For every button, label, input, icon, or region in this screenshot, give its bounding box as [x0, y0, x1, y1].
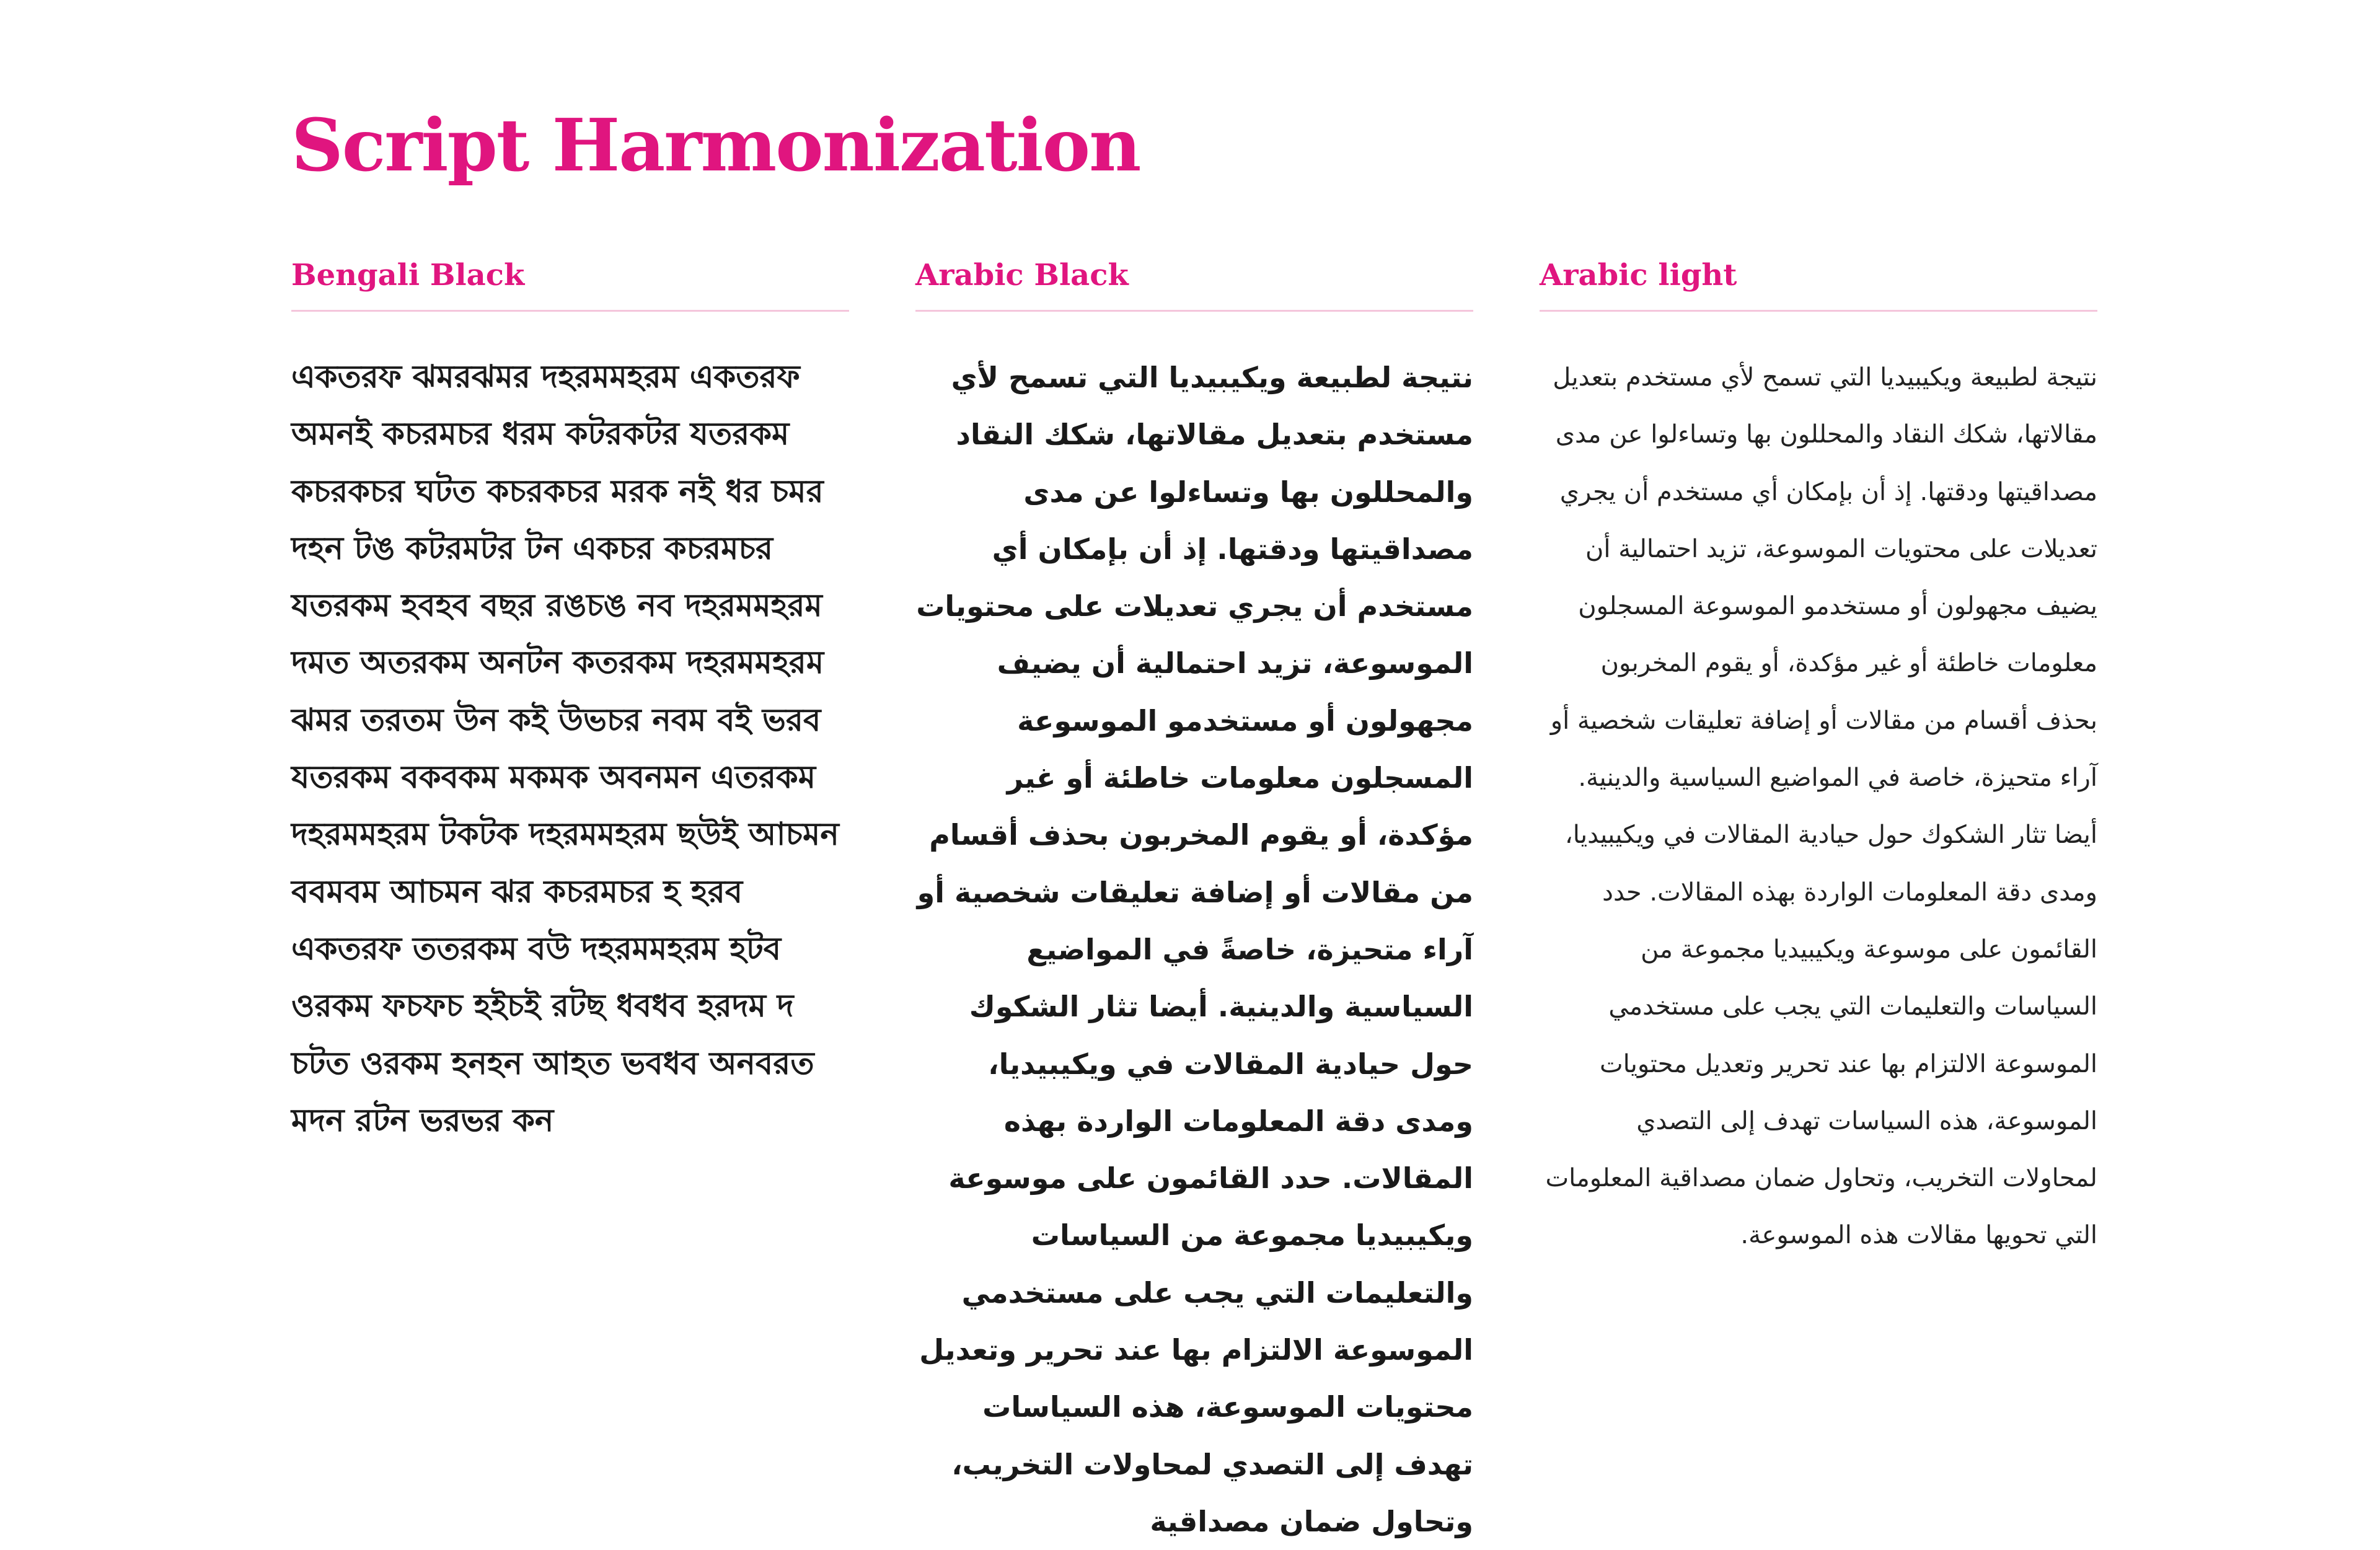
column-arabic-black: [915, 254, 1473, 1550]
column-heading-arabic-light: Arabic light: [1540, 254, 2097, 312]
column-arabic-light: [1540, 254, 2097, 1264]
column-heading-bengali-black: Bengali Black: [291, 254, 849, 312]
sample-text-bengali-black: একতরফ ঝমরঝমর দহরমমহরম একতরফ অমনই কচরমচর ধরম কটরকটর যতরকম কচরকচর ঘটত কচরকচর মরক নই ধর চমর দহন টঙ কটরমটর টন একচর কচরমচর যতরকম হবহব বছর রঙচঙ নব দহরমমহরম দমত অতরকম অনটন কতরকম দহরমমহরম ঝমর তরতম উন কই উভচর নবম বই ভরব যতরকম বকবকম মকমক অবনমন এতরকম দহরমমহরম টকটক দহরমমহরম ছউই আচমন ববমবম আচমন ঝর কচরমচর হ হরব একতরফ ততরকম বউ দহরমমহরম হটব ওরকম ফচফচ হইচই রটছ ধবধব হরদম দ চটত ওরকম হনহন আহত ভবধব অনবরত মদন রটন ভরভর কন: [291, 359, 839, 1139]
column-heading-arabic-black: Arabic Black: [915, 254, 1473, 312]
sample-text-arabic-light: نتيجة لطبيعة ويكيبيديا التي تسمح لأي مستخدم بتعديل مقالاتها، شكك النقاد والمحللون بها وتساءلوا عن مدى مصداقيتها ودقتها. إذ أن بإمكان أي مستخدم أن يجري تعديلات على محتويات الموسوعة، تزيد احتمالية أن يضيف مجهولون أو مستخدمو الموسوعة المسجلون معلومات خاطئة أو غير مؤكدة، أو يقوم المخربون بحذف أقسام من مقالات أو إضافة تعليقات شخصية أو آراء متحيزة، خاصة في المواضيع السياسية والدينية. أيضا تثار الشكوك حول حيادية المقالات في ويكيبيديا، ومدى دقة المعلومات الواردة بهذه المقالات. حدد القائمون على موسوعة ويكيبيديا مجموعة من السياسات والتعليمات التي يجب على مستخدمي الموسوعة الالتزام بها عند تحرير وتعديل محتويات الموسوعة، هذه السياسات تهدف إلى التصدي لمحاولات التخريب، وتحاول ضمان مصداقية المعلومات التي تحويها مقالات هذه الموسوعة.: [1545, 363, 2097, 1250]
page-title: Script Harmonization: [291, 103, 1140, 188]
sample-text-arabic-black: نتيجة لطبيعة ويكيبيديا التي تسمح لأي مستخدم بتعديل مقالاتها، شكك النقاد والمحللون بها وتساءلوا عن مدى مصداقيتها ودقتها. إذ أن بإمكان أي مستخدم أن يجري تعديلات على محتويات الموسوعة، تزيد احتمالية أن يضيف مجهولون أو مستخدمو الموسوعة المسجلون معلومات خاطئة أو غير مؤكدة، أو يقوم المخربون بحذف أقسام من مقالات أو إضافة تعليقات شخصية أو آراء متحيزة، خاصةً في المواضيع السياسية والدينية. أيضا تثار الشكوك حول حيادية المقالات في ويكيبيديا، ومدى دقة المعلومات الواردة بهذه المقالات. حدد القائمون على موسوعة ويكيبيديا مجموعة من السياسات والتعليمات التي يجب على مستخدمي الموسوعة الالتزام بها عند تحرير وتعديل محتويات الموسوعة، هذه السياسات تهدف إلى التصدي لمحاولات التخريب، وتحاول ضمان مصداقية: [916, 361, 1473, 1538]
column-bengali-black: [291, 254, 849, 1150]
